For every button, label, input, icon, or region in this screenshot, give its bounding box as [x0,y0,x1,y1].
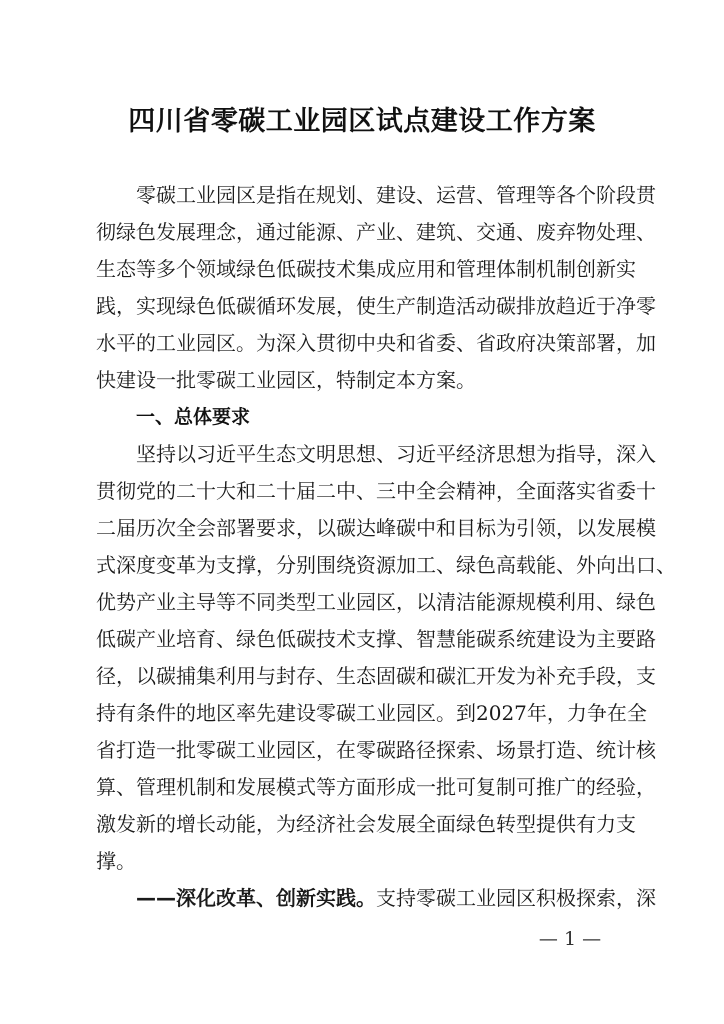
section-line: 坚持以习近平生态文明思想、习近平经济思想为指导，深入 [136,442,656,466]
section-line: 省打造一批零碳工业园区，在零碳路径探索、场景打造、统计核 [96,738,656,762]
intro-line: 快建设一批零碳工业园区，特制定本方案。 [96,368,476,392]
section-line: 算、管理机制和发展模式等方面形成一批可复制可推广的经验， [96,775,656,799]
intro-line: 生态等多个领域绿色低碳技术集成应用和管理体制机制创新实 [96,257,636,281]
intro-line: 水平的工业园区。为深入贯彻中央和省委、省政府决策部署，加 [96,331,656,355]
section-line: 低碳产业培育、绿色低碳技术支撑、智慧能碳系统建设为主要路 [96,627,656,651]
section-line: 优势产业主导等不同类型工业园区，以清洁能源规模利用、绿色 [96,590,656,614]
principle-text: 支持零碳工业园区积极探索，深 [376,886,656,910]
section-line: 持有条件的地区率先建设零碳工业园区。到2027年，力争在全 [96,701,647,725]
section-line: 径，以碳捕集利用与封存、生态固碳和碳汇开发为补充手段，支 [96,664,656,688]
intro-line: 彻绿色发展理念，通过能源、产业、建筑、交通、废弃物处理、 [96,220,656,244]
page-number: — 1 — [538,928,602,950]
intro-line: 践，实现绿色低碳循环发展，使生产制造活动碳排放趋近于净零 [96,294,656,318]
document-title: 四川省零碳工业园区试点建设工作方案 [128,106,596,137]
section-line: 式深度变革为支撑，分别围绕资源加工、绿色高载能、外向出口、 [96,553,676,577]
section-heading: 一、总体要求 [136,406,251,428]
section-line: 贯彻党的二十大和二十届二中、三中全会精神，全面落实省委十 [96,479,656,503]
principle-bold: ——深化改革、创新实践。 [136,886,376,910]
section-line: 撑。 [96,849,136,873]
section-line: 激发新的增长动能，为经济社会发展全面绿色转型提供有力支 [96,812,636,836]
principle-line [136,883,656,913]
section-line: 二届历次全会部署要求，以碳达峰碳中和目标为引领，以发展模 [96,516,656,540]
intro-line: 零碳工业园区是指在规划、建设、运营、管理等各个阶段贯 [136,183,656,207]
